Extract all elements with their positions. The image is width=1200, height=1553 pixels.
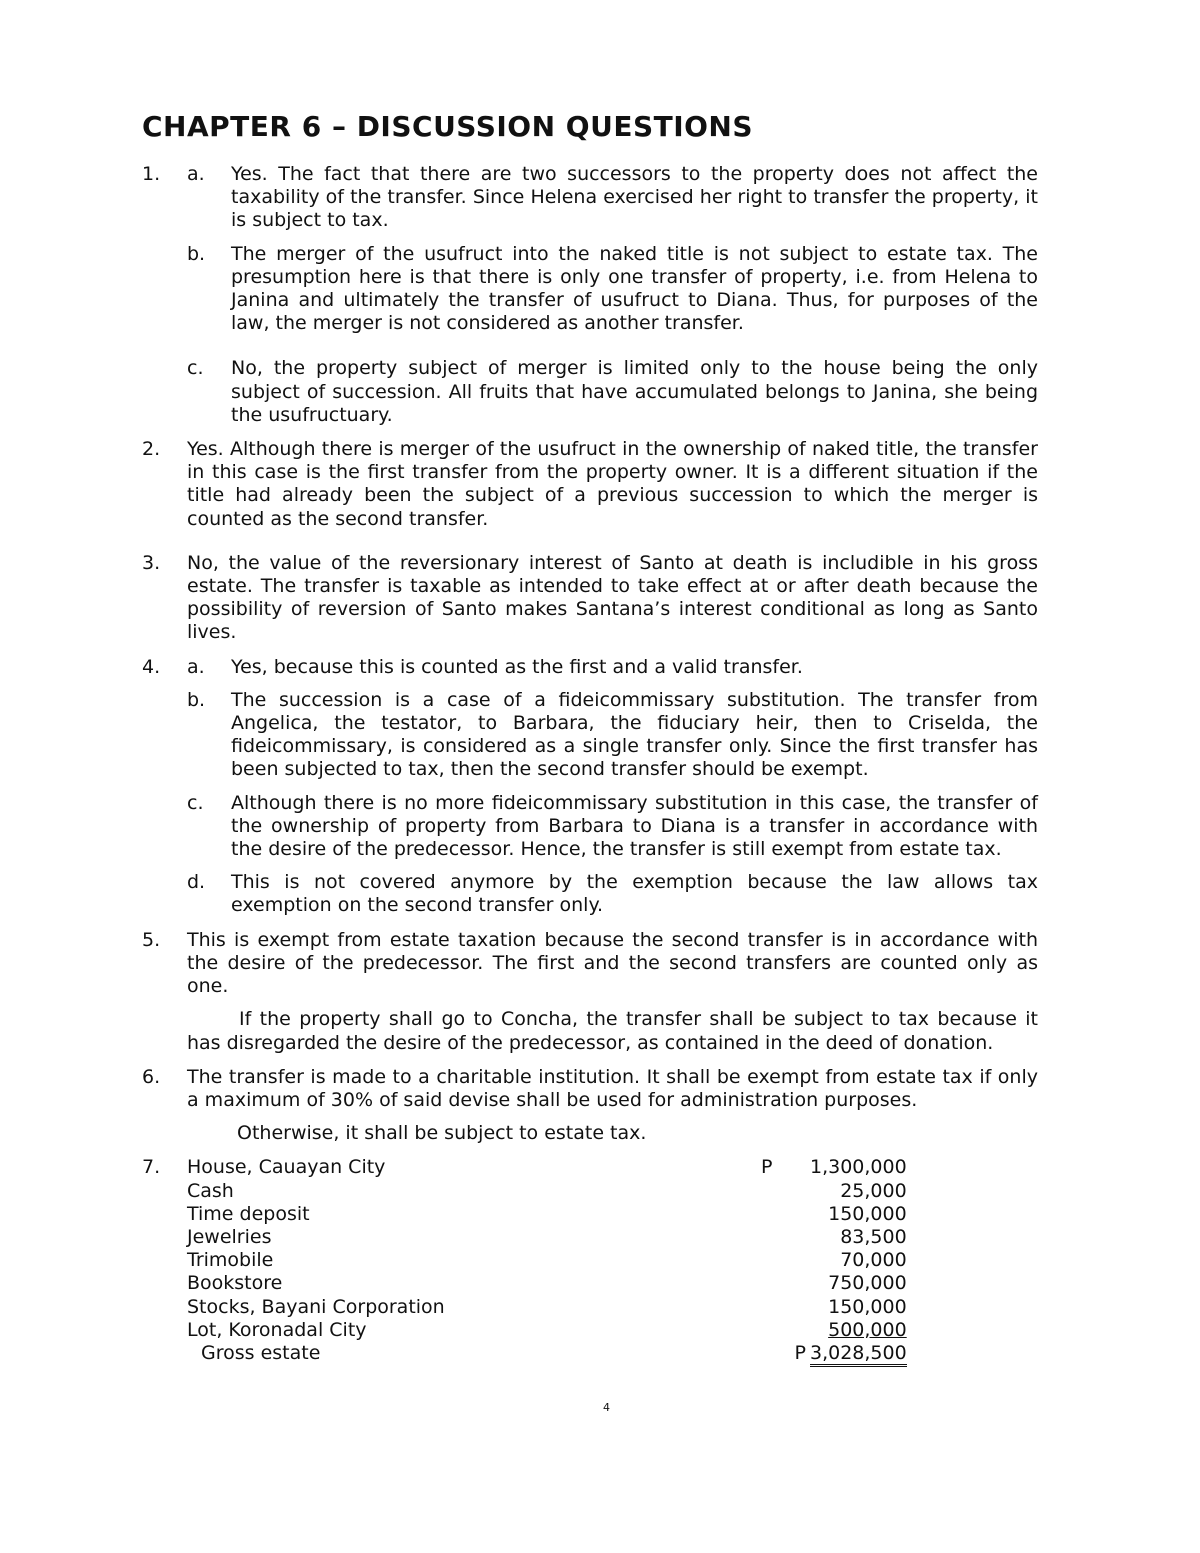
- question-1: [142, 163, 1038, 427]
- ledger-item-label: Trimobile: [187, 1249, 274, 1272]
- answer-text: The transfer is made to a charitable institution. It shall be exempt from estate tax if only a maximum of 30% of said devise shall be used for administration purposes.: [187, 1065, 1038, 1111]
- ledger-item-label: Time deposit: [187, 1202, 310, 1225]
- answer-text: Although there is no more fideicommissary substitution in this case, the transfer of the ownership of property from Barbara to Diana is a transfer in accordance with the desire of the predecessor. Hence, the transfer is still exempt from estate tax.: [231, 791, 1038, 861]
- answer-text: No, the value of the reversionary interest of Santo at death is includible in his gross estate. The transfer is taxable as intended to take effect at or after death because the possibility of reversion of Santo makes Santana’s interest conditional as long as Santo lives.: [187, 551, 1038, 644]
- ledger-total-row: [187, 1342, 907, 1365]
- page-number: 4: [603, 1401, 610, 1414]
- question-6: [142, 1066, 1038, 1146]
- question-number: 6.: [142, 1065, 161, 1088]
- page-title: CHAPTER 6 – DISCUSSION QUESTIONS: [142, 110, 754, 143]
- question-5: [142, 929, 1038, 1055]
- ledger-item-label: Bookstore: [187, 1272, 283, 1295]
- ledger-currency: [761, 1180, 810, 1203]
- question-2: [142, 438, 1038, 531]
- answer-letter: c.: [187, 357, 204, 380]
- ledger-row: [187, 1272, 907, 1295]
- ledger-item-label: Jewelries: [187, 1225, 272, 1248]
- ledger-item-amount: 70,000: [840, 1249, 907, 1272]
- gross-estate-table: [187, 1156, 907, 1365]
- ledger-row: [187, 1180, 907, 1203]
- question-3: [142, 552, 1038, 645]
- answer-text: This is exempt from estate taxation because the second transfer is in accordance with the desire of the predecessor. The first and the second transfers are counted only as one.: [187, 928, 1038, 998]
- answer-4a: [187, 656, 1038, 679]
- ledger-total-label: Gross estate: [201, 1341, 321, 1364]
- ledger-item-amount: 25,000: [840, 1179, 907, 1202]
- question-number: 2.: [142, 438, 161, 461]
- ledger-item-amount: 150,000: [828, 1202, 907, 1225]
- ledger-item-label: Lot, Koronadal City: [187, 1318, 367, 1341]
- answer-text: Yes. Although there is merger of the usufruct in the ownership of naked title, the transfer in this case is the first transfer from the property owner. It is a different situation if the title had already been the subject of a previous succession to which the merger is counted as the second transfer.: [187, 438, 1038, 530]
- ledger-item-amount: 1,300,000: [810, 1156, 907, 1179]
- answer-paragraph: Otherwise, it shall be subject to estate tax.: [237, 1122, 647, 1145]
- answer-paragraph: If the property shall go to Concha, the transfer shall be subject to tax because it has disregarded the desire of the predecessor, as contained in the deed of donation.: [187, 1008, 1038, 1054]
- answer-letter: b.: [187, 688, 206, 711]
- ledger-item-label: House, Cauayan City: [187, 1156, 386, 1179]
- question-7: [142, 1156, 1038, 1365]
- ledger-total-amount: 3,028,500: [810, 1342, 907, 1367]
- ledger-row: [187, 1319, 907, 1342]
- answer-4d: [187, 871, 1038, 917]
- ledger-currency: [761, 1296, 810, 1319]
- answer-text: No, the property subject of merger is limited only to the house being the only subject of succession. All fruits that have accumulated belongs to Janina, she being the usufructuary.: [231, 357, 1038, 426]
- gross-estate-rows: [187, 1156, 907, 1365]
- answer-letter: a.: [187, 655, 205, 678]
- answer-letter: c.: [187, 791, 204, 814]
- ledger-currency: P: [794, 1341, 806, 1364]
- ledger-item-amount: 83,500: [840, 1225, 907, 1248]
- answer-1b: [187, 243, 1038, 336]
- ledger-currency: [761, 1203, 810, 1226]
- answer-text: This is not covered anymore by the exemption because the law allows tax exemption on the second transfer only.: [231, 871, 1038, 917]
- ledger-currency: [761, 1226, 810, 1249]
- ledger-currency: [761, 1249, 810, 1272]
- answer-text: Yes, because this is counted as the first and a valid transfer.: [231, 655, 803, 678]
- answer-letter: a.: [187, 163, 205, 185]
- ledger-currency: P: [761, 1156, 773, 1179]
- ledger-currency: [761, 1272, 810, 1295]
- question-number: 3.: [142, 551, 161, 574]
- question-number: 4.: [142, 655, 161, 678]
- question-4: [142, 656, 1038, 918]
- question-number: 5.: [142, 928, 161, 951]
- question-number: 7.: [142, 1156, 161, 1179]
- ledger-row: [187, 1249, 907, 1272]
- ledger-row: [187, 1226, 907, 1249]
- ledger-row: [187, 1203, 907, 1226]
- answer-4c: [187, 792, 1038, 862]
- answer-text: The merger of the usufruct into the naked title is not subject to estate tax. The presumption here is that there is only one transfer of property, i.e. from Helena to Janina and ultimately the transfer of usufruct to Diana. Thus, for purposes of the law, the merger is not considered as another transfer.: [231, 242, 1038, 335]
- ledger-currency: [761, 1319, 810, 1342]
- question-number: 1.: [142, 163, 161, 185]
- ledger-item-amount: 150,000: [828, 1295, 907, 1318]
- document-body: [142, 163, 1038, 1376]
- ledger-item-label: Stocks, Bayani Corporation: [187, 1295, 445, 1318]
- answer-1a: [187, 163, 1038, 233]
- answer-text: Yes. The fact that there are two successors to the property does not affect the taxability of the transfer. Since Helena exercised her right to transfer the property, it is subject to tax.: [231, 163, 1038, 232]
- answer-text: The succession is a case of a fideicommissary substitution. The transfer from Angelica, the testator, to Barbara, the fiduciary heir, then to Criselda, the fideicommissary, is considered as a single transfer only. Since the first transfer has been subjected to tax, then the second transfer should be exempt.: [231, 688, 1038, 781]
- ledger-row: [187, 1296, 907, 1319]
- answer-4b: [187, 689, 1038, 782]
- ledger-item-label: Cash: [187, 1179, 234, 1202]
- ledger-row: [187, 1156, 907, 1179]
- answer-letter: d.: [187, 871, 206, 894]
- ledger-item-amount: 500,000: [828, 1318, 907, 1341]
- answer-letter: b.: [187, 242, 206, 265]
- answer-1c: [187, 357, 1038, 427]
- ledger-item-amount: 750,000: [828, 1272, 907, 1295]
